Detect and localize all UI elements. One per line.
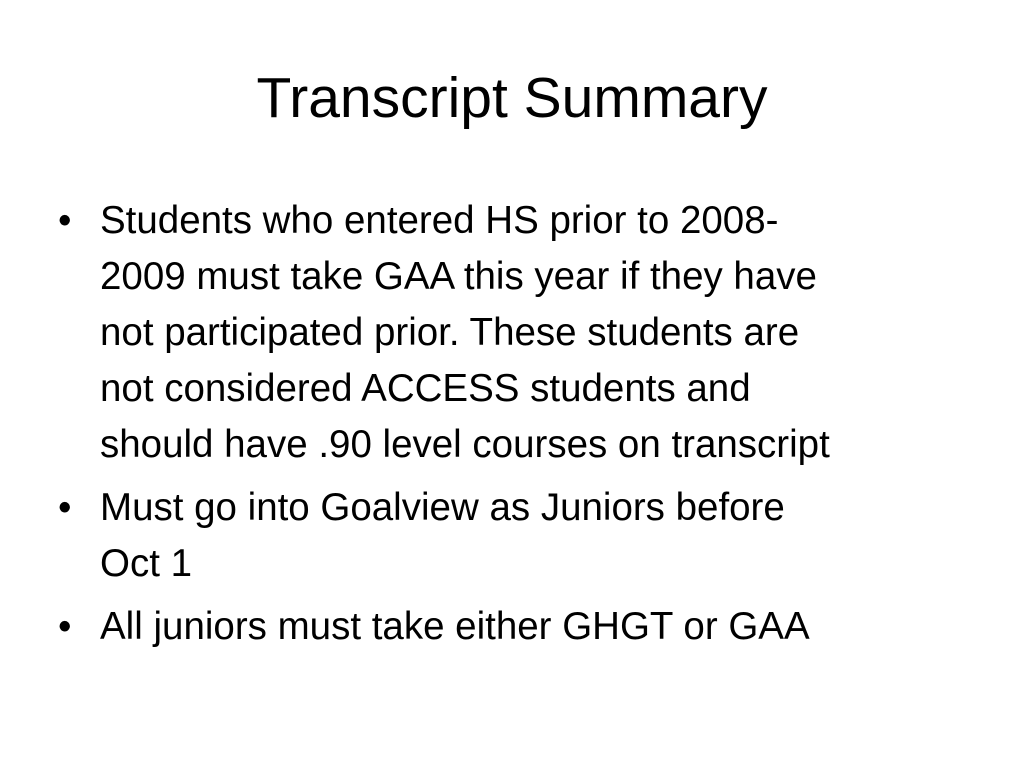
bullet-list	[58, 193, 978, 662]
slide-title: Transcript Summary	[256, 66, 768, 130]
bullet-item	[58, 599, 978, 655]
bullet-item	[58, 193, 978, 473]
bullet-dot-icon: •	[58, 605, 72, 648]
bullet-text: Students who entered HS prior to 2008- 2009 must take GAA this year if they have not participated prior. These students are not considered ACCESS students and should have .90 level courses on transcript	[100, 199, 830, 466]
bullet-dot-icon: •	[58, 486, 72, 529]
bullet-text: All juniors must take either GHGT or GAA	[100, 605, 810, 648]
bullet-dot-icon: •	[58, 199, 72, 242]
bullet-item	[58, 480, 978, 592]
bullet-text: Must go into Goalview as Juniors before Oct 1	[100, 486, 785, 585]
